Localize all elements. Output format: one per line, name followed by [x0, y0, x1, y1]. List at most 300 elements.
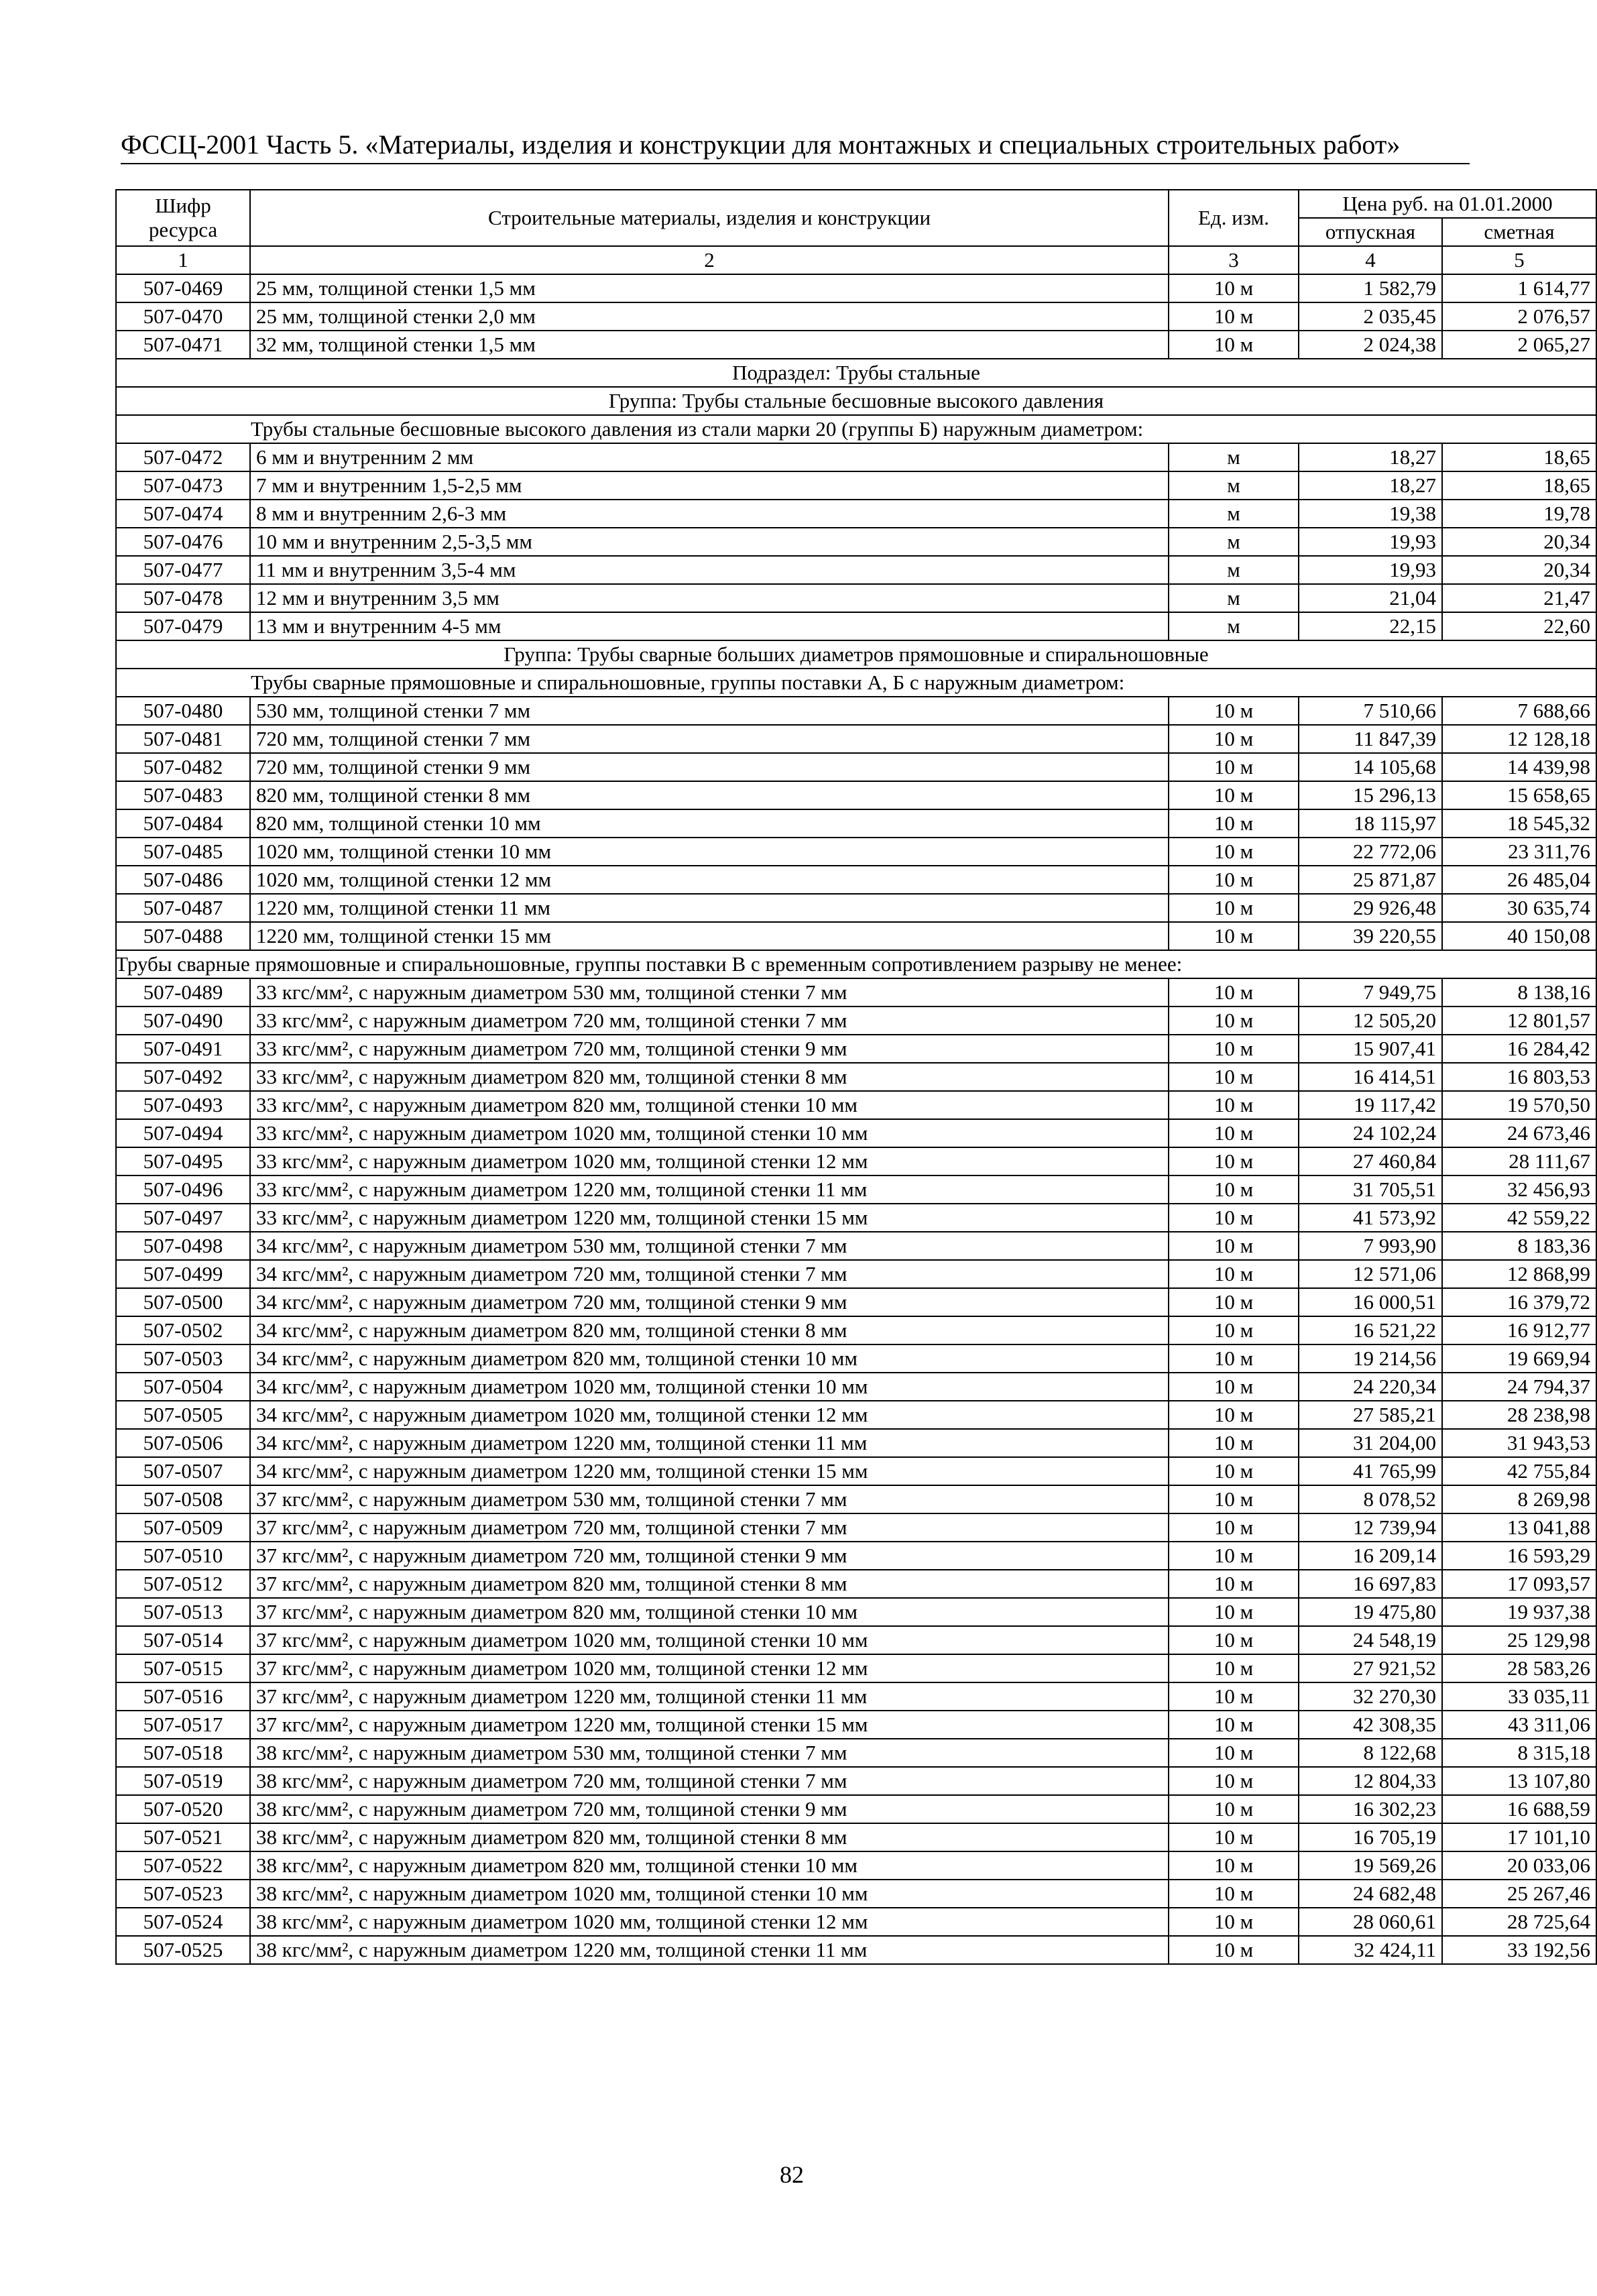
- estimate-price: 25 129,98: [1442, 1626, 1596, 1654]
- release-price: 18 115,97: [1299, 809, 1442, 838]
- item-name: 33 кгс/мм², с наружным диаметром 1220 мм, толщиной стенки 11 мм: [250, 1175, 1169, 1204]
- release-price: 16 000,51: [1299, 1288, 1442, 1316]
- resource-code: 507-0506: [116, 1429, 250, 1457]
- estimate-price: 28 583,26: [1442, 1654, 1596, 1682]
- unit-of-measure: 10 м: [1169, 753, 1299, 781]
- estimate-price: 19 669,94: [1442, 1344, 1596, 1373]
- table-row: [116, 443, 1596, 471]
- table-row: [116, 1429, 1596, 1457]
- item-name: 34 кгс/мм², с наружным диаметром 1220 мм, толщиной стенки 11 мм: [250, 1429, 1169, 1457]
- item-name: 33 кгс/мм², с наружным диаметром 720 мм, толщиной стенки 9 мм: [250, 1035, 1169, 1063]
- item-name: 37 кгс/мм², с наружным диаметром 530 мм, толщиной стенки 7 мм: [250, 1485, 1169, 1513]
- table-row: [116, 1288, 1596, 1316]
- resource-code: 507-0485: [116, 838, 250, 866]
- table-row: [116, 556, 1596, 584]
- unit-of-measure: 10 м: [1169, 725, 1299, 753]
- resource-code: 507-0507: [116, 1457, 250, 1485]
- group-title: Группа: Трубы сварные больших диаметров прямошовные и спиральношовные: [116, 640, 1596, 669]
- item-name: 720 мм, толщиной стенки 7 мм: [250, 725, 1169, 753]
- resource-code: 507-0476: [116, 528, 250, 556]
- table-row: [116, 1007, 1596, 1035]
- item-name: 33 кгс/мм², с наружным диаметром 1020 мм, толщиной стенки 12 мм: [250, 1147, 1169, 1175]
- estimate-price: 28 238,98: [1442, 1401, 1596, 1429]
- unit-of-measure: 10 м: [1169, 838, 1299, 866]
- resource-code: 507-0523: [116, 1880, 250, 1908]
- table-row: [116, 1908, 1596, 1936]
- release-price: 31 705,51: [1299, 1175, 1442, 1204]
- release-price: 19 214,56: [1299, 1344, 1442, 1373]
- subsection-title: Подраздел: Трубы стальные: [116, 359, 1596, 387]
- table-row: [116, 809, 1596, 838]
- estimate-price: 18 545,32: [1442, 809, 1596, 838]
- estimate-price: 19 570,50: [1442, 1091, 1596, 1119]
- resource-code: 507-0510: [116, 1542, 250, 1570]
- group2-subintro: [116, 950, 1596, 978]
- estimate-price: 12 868,99: [1442, 1260, 1596, 1288]
- table-row: [116, 1485, 1596, 1513]
- release-price: 19,93: [1299, 528, 1442, 556]
- item-name: 34 кгс/мм², с наружным диаметром 820 мм, толщиной стенки 10 мм: [250, 1344, 1169, 1373]
- item-name: 34 кгс/мм², с наружным диаметром 1220 мм, толщиной стенки 15 мм: [250, 1457, 1169, 1485]
- resource-code: 507-0522: [116, 1851, 250, 1880]
- estimate-price: 16 688,59: [1442, 1795, 1596, 1823]
- table-row: [116, 584, 1596, 612]
- table-row: [116, 612, 1596, 640]
- estimate-price: 16 284,42: [1442, 1035, 1596, 1063]
- release-price: 19,93: [1299, 556, 1442, 584]
- resource-code: 507-0482: [116, 753, 250, 781]
- estimate-price: 12 128,18: [1442, 725, 1596, 753]
- table-row: [116, 302, 1596, 331]
- item-name: 38 кгс/мм², с наружным диаметром 820 мм, толщиной стенки 8 мм: [250, 1823, 1169, 1851]
- item-name: 38 кгс/мм², с наружным диаметром 720 мм, толщиной стенки 7 мм: [250, 1767, 1169, 1795]
- column-number: 2: [250, 246, 1169, 274]
- resource-code: 507-0525: [116, 1936, 250, 1964]
- resource-code: 507-0483: [116, 781, 250, 809]
- resource-code: 507-0489: [116, 978, 250, 1007]
- unit-of-measure: 10 м: [1169, 1711, 1299, 1739]
- estimate-price: 8 315,18: [1442, 1739, 1596, 1767]
- item-name: 37 кгс/мм², с наружным диаметром 1020 мм, толщиной стенки 10 мм: [250, 1626, 1169, 1654]
- item-name: 820 мм, толщиной стенки 8 мм: [250, 781, 1169, 809]
- estimate-price: 8 183,36: [1442, 1232, 1596, 1260]
- item-name: 13 мм и внутренним 4-5 мм: [250, 612, 1169, 640]
- table-row: [116, 753, 1596, 781]
- resource-code: 507-0517: [116, 1711, 250, 1739]
- table-row: [116, 1851, 1596, 1880]
- resource-code: 507-0472: [116, 443, 250, 471]
- column-number: 4: [1299, 246, 1442, 274]
- release-price: 16 209,14: [1299, 1542, 1442, 1570]
- table-row: [116, 866, 1596, 894]
- estimate-price: 28 111,67: [1442, 1147, 1596, 1175]
- unit-of-measure: 10 м: [1169, 1682, 1299, 1711]
- estimate-price: 13 041,88: [1442, 1513, 1596, 1542]
- unit-of-measure: 10 м: [1169, 1091, 1299, 1119]
- release-price: 19 475,80: [1299, 1598, 1442, 1626]
- item-name: 38 кгс/мм², с наружным диаметром 530 мм, толщиной стенки 7 мм: [250, 1739, 1169, 1767]
- estimate-price: 2 065,27: [1442, 331, 1596, 359]
- resource-code: 507-0519: [116, 1767, 250, 1795]
- table-row: [116, 725, 1596, 753]
- table-row: [116, 1626, 1596, 1654]
- estimate-price: 33 192,56: [1442, 1936, 1596, 1964]
- item-name: 11 мм и внутренним 3,5-4 мм: [250, 556, 1169, 584]
- unit-of-measure: 10 м: [1169, 1035, 1299, 1063]
- resource-code: 507-0480: [116, 697, 250, 725]
- unit-of-measure: 10 м: [1169, 1908, 1299, 1936]
- release-price: 8 122,68: [1299, 1739, 1442, 1767]
- item-name: 25 мм, толщиной стенки 2,0 мм: [250, 302, 1169, 331]
- item-name: 32 мм, толщиной стенки 1,5 мм: [250, 331, 1169, 359]
- header-price: Цена руб. на 01.01.2000: [1299, 190, 1596, 218]
- release-price: 12 505,20: [1299, 1007, 1442, 1035]
- unit-of-measure: 10 м: [1169, 1204, 1299, 1232]
- resource-code: 507-0495: [116, 1147, 250, 1175]
- estimate-price: 24 794,37: [1442, 1373, 1596, 1401]
- resource-code: 507-0505: [116, 1401, 250, 1429]
- header-release: отпускная: [1299, 218, 1442, 246]
- unit-of-measure: 10 м: [1169, 1542, 1299, 1570]
- estimate-price: 19,78: [1442, 500, 1596, 528]
- release-price: 12 739,94: [1299, 1513, 1442, 1542]
- item-name: 6 мм и внутренним 2 мм: [250, 443, 1169, 471]
- item-name: 34 кгс/мм², с наружным диаметром 530 мм, толщиной стенки 7 мм: [250, 1232, 1169, 1260]
- table-row: [116, 1654, 1596, 1682]
- estimate-price: 18,65: [1442, 471, 1596, 500]
- release-price: 24 682,48: [1299, 1880, 1442, 1908]
- item-name: 12 мм и внутренним 3,5 мм: [250, 584, 1169, 612]
- resource-code: 507-0487: [116, 894, 250, 922]
- resource-code: 507-0474: [116, 500, 250, 528]
- table-row: [116, 1316, 1596, 1344]
- unit-of-measure: 10 м: [1169, 978, 1299, 1007]
- unit-of-measure: 10 м: [1169, 1795, 1299, 1823]
- estimate-price: 12 801,57: [1442, 1007, 1596, 1035]
- item-name: 38 кгс/мм², с наружным диаметром 720 мм, толщиной стенки 9 мм: [250, 1795, 1169, 1823]
- release-price: 12 804,33: [1299, 1767, 1442, 1795]
- resource-code: 507-0494: [116, 1119, 250, 1147]
- unit-of-measure: 10 м: [1169, 1344, 1299, 1373]
- unit-of-measure: 10 м: [1169, 1457, 1299, 1485]
- unit-of-measure: 10 м: [1169, 1316, 1299, 1344]
- estimate-price: 22,60: [1442, 612, 1596, 640]
- table-row: [116, 1682, 1596, 1711]
- table-row: [116, 500, 1596, 528]
- column-number: 5: [1442, 246, 1596, 274]
- resource-code: 507-0520: [116, 1795, 250, 1823]
- unit-of-measure: 10 м: [1169, 1232, 1299, 1260]
- unit-of-measure: м: [1169, 612, 1299, 640]
- unit-of-measure: м: [1169, 584, 1299, 612]
- table-row: [116, 922, 1596, 950]
- table-row: [116, 1457, 1596, 1485]
- resource-code: 507-0484: [116, 809, 250, 838]
- table-row: [116, 1260, 1596, 1288]
- item-name: 1220 мм, толщиной стенки 11 мм: [250, 894, 1169, 922]
- group-title: Группа: Трубы стальные бесшовные высокого давления: [116, 387, 1596, 415]
- estimate-price: 17 093,57: [1442, 1570, 1596, 1598]
- release-price: 1 582,79: [1299, 274, 1442, 302]
- subsection: [116, 359, 1596, 443]
- table-body-top: [116, 274, 1596, 359]
- table-row: [116, 1767, 1596, 1795]
- release-price: 11 847,39: [1299, 725, 1442, 753]
- unit-of-measure: 10 м: [1169, 1175, 1299, 1204]
- unit-of-measure: 10 м: [1169, 1429, 1299, 1457]
- item-name: 34 кгс/мм², с наружным диаметром 720 мм, толщиной стенки 9 мм: [250, 1288, 1169, 1316]
- estimate-price: 42 559,22: [1442, 1204, 1596, 1232]
- unit-of-measure: 10 м: [1169, 1513, 1299, 1542]
- estimate-price: 33 035,11: [1442, 1682, 1596, 1711]
- unit-of-measure: 10 м: [1169, 1767, 1299, 1795]
- header-name: Строительные материалы, изделия и конструкции: [250, 190, 1169, 246]
- resource-code: 507-0509: [116, 1513, 250, 1542]
- unit-of-measure: 10 м: [1169, 1373, 1299, 1401]
- release-price: 32 424,11: [1299, 1936, 1442, 1964]
- estimate-price: 14 439,98: [1442, 753, 1596, 781]
- resource-code: 507-0497: [116, 1204, 250, 1232]
- release-price: 15 907,41: [1299, 1035, 1442, 1063]
- release-price: 19 117,42: [1299, 1091, 1442, 1119]
- resource-code: 507-0504: [116, 1373, 250, 1401]
- release-price: 19,38: [1299, 500, 1442, 528]
- resource-code: 507-0503: [116, 1344, 250, 1373]
- resource-code: 507-0521: [116, 1823, 250, 1851]
- unit-of-measure: 10 м: [1169, 894, 1299, 922]
- release-price: 12 571,06: [1299, 1260, 1442, 1288]
- unit-of-measure: м: [1169, 500, 1299, 528]
- resource-code: 507-0508: [116, 1485, 250, 1513]
- release-price: 24 102,24: [1299, 1119, 1442, 1147]
- unit-of-measure: 10 м: [1169, 809, 1299, 838]
- item-name: 37 кгс/мм², с наружным диаметром 1020 мм, толщиной стенки 12 мм: [250, 1654, 1169, 1682]
- item-name: 38 кгс/мм², с наружным диаметром 1020 мм, толщиной стенки 10 мм: [250, 1880, 1169, 1908]
- header-code: Шифр ресурса: [116, 190, 250, 246]
- resource-code: 507-0516: [116, 1682, 250, 1711]
- item-name: 33 кгс/мм², с наружным диаметром 1220 мм, толщиной стенки 15 мм: [250, 1204, 1169, 1232]
- estimate-price: 18,65: [1442, 443, 1596, 471]
- column-number: 3: [1169, 246, 1299, 274]
- table-row: [116, 697, 1596, 725]
- unit-of-measure: 10 м: [1169, 1851, 1299, 1880]
- unit-of-measure: 10 м: [1169, 1147, 1299, 1175]
- table-row: [116, 1401, 1596, 1429]
- release-price: 14 105,68: [1299, 753, 1442, 781]
- release-price: 42 308,35: [1299, 1711, 1442, 1739]
- estimate-price: 16 593,29: [1442, 1542, 1596, 1570]
- estimate-price: 25 267,46: [1442, 1880, 1596, 1908]
- estimate-price: 31 943,53: [1442, 1429, 1596, 1457]
- item-name: 38 кгс/мм², с наружным диаметром 820 мм, толщиной стенки 10 мм: [250, 1851, 1169, 1880]
- release-price: 2 024,38: [1299, 331, 1442, 359]
- resource-code: 507-0513: [116, 1598, 250, 1626]
- resource-code: 507-0512: [116, 1570, 250, 1598]
- estimate-price: 30 635,74: [1442, 894, 1596, 922]
- item-name: 34 кгс/мм², с наружным диаметром 1020 мм, толщиной стенки 12 мм: [250, 1401, 1169, 1429]
- estimate-price: 8 138,16: [1442, 978, 1596, 1007]
- resource-code: 507-0478: [116, 584, 250, 612]
- estimate-price: 32 456,93: [1442, 1175, 1596, 1204]
- release-price: 41 573,92: [1299, 1204, 1442, 1232]
- item-name: 33 кгс/мм², с наружным диаметром 820 мм, толщиной стенки 10 мм: [250, 1091, 1169, 1119]
- unit-of-measure: м: [1169, 471, 1299, 500]
- release-price: 22 772,06: [1299, 838, 1442, 866]
- item-name: 1020 мм, толщиной стенки 12 мм: [250, 866, 1169, 894]
- table-row: [116, 1936, 1596, 1964]
- release-price: 16 697,83: [1299, 1570, 1442, 1598]
- release-price: 18,27: [1299, 471, 1442, 500]
- release-price: 29 926,48: [1299, 894, 1442, 922]
- item-name: 38 кгс/мм², с наружным диаметром 1220 мм, толщиной стенки 11 мм: [250, 1936, 1169, 1964]
- release-price: 41 765,99: [1299, 1457, 1442, 1485]
- estimate-price: 2 076,57: [1442, 302, 1596, 331]
- table-row: [116, 894, 1596, 922]
- release-price: 19 569,26: [1299, 1851, 1442, 1880]
- release-price: 22,15: [1299, 612, 1442, 640]
- item-name: 37 кгс/мм², с наружным диаметром 1220 мм, толщиной стенки 15 мм: [250, 1711, 1169, 1739]
- estimate-price: 1 614,77: [1442, 274, 1596, 302]
- table-body-group2-b: [116, 978, 1596, 1964]
- resource-code: 507-0491: [116, 1035, 250, 1063]
- resource-code: 507-0498: [116, 1232, 250, 1260]
- item-name: 530 мм, толщиной стенки 7 мм: [250, 697, 1169, 725]
- resource-code: 507-0486: [116, 866, 250, 894]
- resource-code: 507-0471: [116, 331, 250, 359]
- release-price: 16 521,22: [1299, 1316, 1442, 1344]
- release-price: 25 871,87: [1299, 866, 1442, 894]
- estimate-price: 13 107,80: [1442, 1767, 1596, 1795]
- resource-code: 507-0477: [116, 556, 250, 584]
- item-name: 38 кгс/мм², с наружным диаметром 1020 мм, толщиной стенки 12 мм: [250, 1908, 1169, 1936]
- estimate-price: 23 311,76: [1442, 838, 1596, 866]
- table-row: [116, 781, 1596, 809]
- unit-of-measure: 10 м: [1169, 1485, 1299, 1513]
- estimate-price: 16 912,77: [1442, 1316, 1596, 1344]
- table-row: [116, 1598, 1596, 1626]
- unit-of-measure: 10 м: [1169, 1007, 1299, 1035]
- unit-of-measure: 10 м: [1169, 1260, 1299, 1288]
- unit-of-measure: 10 м: [1169, 1739, 1299, 1767]
- resource-code: 507-0524: [116, 1908, 250, 1936]
- table-row: [116, 471, 1596, 500]
- unit-of-measure: м: [1169, 443, 1299, 471]
- release-price: 2 035,45: [1299, 302, 1442, 331]
- unit-of-measure: 10 м: [1169, 1654, 1299, 1682]
- release-price: 32 270,30: [1299, 1682, 1442, 1711]
- group-intro: Трубы сварные прямошовные и спиральношовные, группы поставки В с временным сопротивлением разрыву не менее:: [116, 950, 1596, 978]
- unit-of-measure: м: [1169, 528, 1299, 556]
- release-price: 21,04: [1299, 584, 1442, 612]
- header-unit: Ед. изм.: [1169, 190, 1299, 246]
- unit-of-measure: 10 м: [1169, 922, 1299, 950]
- item-name: 33 кгс/мм², с наружным диаметром 530 мм, толщиной стенки 7 мм: [250, 978, 1169, 1007]
- table-row: [116, 978, 1596, 1007]
- resource-code: 507-0518: [116, 1739, 250, 1767]
- resource-code: 507-0515: [116, 1654, 250, 1682]
- item-name: 37 кгс/мм², с наружным диаметром 820 мм, толщиной стенки 10 мм: [250, 1598, 1169, 1626]
- unit-of-measure: 10 м: [1169, 697, 1299, 725]
- release-price: 7 510,66: [1299, 697, 1442, 725]
- page-number: 82: [780, 2161, 804, 2188]
- release-price: 24 220,34: [1299, 1373, 1442, 1401]
- item-name: 37 кгс/мм², с наружным диаметром 720 мм, толщиной стенки 9 мм: [250, 1542, 1169, 1570]
- item-name: 10 мм и внутренним 2,5-3,5 мм: [250, 528, 1169, 556]
- release-price: 7 949,75: [1299, 978, 1442, 1007]
- unit-of-measure: 10 м: [1169, 1880, 1299, 1908]
- release-price: 24 548,19: [1299, 1626, 1442, 1654]
- release-price: 16 705,19: [1299, 1823, 1442, 1851]
- column-number: 1: [116, 246, 250, 274]
- table-row: [116, 1147, 1596, 1175]
- estimate-price: 40 150,08: [1442, 922, 1596, 950]
- resource-code: 507-0499: [116, 1260, 250, 1288]
- item-name: 1020 мм, толщиной стенки 10 мм: [250, 838, 1169, 866]
- table-row: [116, 1823, 1596, 1851]
- resource-code: 507-0481: [116, 725, 250, 753]
- table-header: [116, 190, 1596, 274]
- release-price: 28 060,61: [1299, 1908, 1442, 1936]
- table-row: [116, 1344, 1596, 1373]
- unit-of-measure: 10 м: [1169, 1823, 1299, 1851]
- page-header: ФССЦ-2001 Часть 5. «Материалы, изделия и конструкции для монтажных и специальных строительных работ»: [121, 129, 1470, 164]
- release-price: 39 220,55: [1299, 922, 1442, 950]
- header-estimate: сметная: [1442, 218, 1596, 246]
- table-row: [116, 1739, 1596, 1767]
- release-price: 16 302,23: [1299, 1795, 1442, 1823]
- resource-code: 507-0490: [116, 1007, 250, 1035]
- release-price: 27 585,21: [1299, 1401, 1442, 1429]
- table-row: [116, 528, 1596, 556]
- estimate-price: 28 725,64: [1442, 1908, 1596, 1936]
- item-name: 33 кгс/мм², с наружным диаметром 720 мм, толщиной стенки 7 мм: [250, 1007, 1169, 1035]
- unit-of-measure: 10 м: [1169, 781, 1299, 809]
- table-row: [116, 274, 1596, 302]
- item-name: 1220 мм, толщиной стенки 15 мм: [250, 922, 1169, 950]
- resource-code: 507-0502: [116, 1316, 250, 1344]
- estimate-price: 17 101,10: [1442, 1823, 1596, 1851]
- item-name: 34 кгс/мм², с наружным диаметром 1020 мм, толщиной стенки 10 мм: [250, 1373, 1169, 1401]
- release-price: 8 078,52: [1299, 1485, 1442, 1513]
- resource-code: 507-0493: [116, 1091, 250, 1119]
- unit-of-measure: 10 м: [1169, 1288, 1299, 1316]
- item-name: 33 кгс/мм², с наружным диаметром 1020 мм, толщиной стенки 10 мм: [250, 1119, 1169, 1147]
- table-row: [116, 1373, 1596, 1401]
- resource-code: 507-0470: [116, 302, 250, 331]
- unit-of-measure: 10 м: [1169, 1119, 1299, 1147]
- release-price: 7 993,90: [1299, 1232, 1442, 1260]
- resource-code: 507-0496: [116, 1175, 250, 1204]
- group-intro: Трубы стальные бесшовные высокого давления из стали марки 20 (группы Б) наружным диаметром:: [116, 415, 1596, 443]
- estimate-price: 24 673,46: [1442, 1119, 1596, 1147]
- group-intro: Трубы сварные прямошовные и спиральношовные, группы поставки А, Б с наружным диаметром:: [116, 669, 1596, 697]
- estimate-price: 20,34: [1442, 556, 1596, 584]
- item-name: 25 мм, толщиной стенки 1,5 мм: [250, 274, 1169, 302]
- table-row: [116, 838, 1596, 866]
- item-name: 34 кгс/мм², с наружным диаметром 820 мм, толщиной стенки 8 мм: [250, 1316, 1169, 1344]
- resource-code: 507-0479: [116, 612, 250, 640]
- release-price: 15 296,13: [1299, 781, 1442, 809]
- table-body-group2: [116, 697, 1596, 950]
- estimate-price: 26 485,04: [1442, 866, 1596, 894]
- resource-code: 507-0492: [116, 1063, 250, 1091]
- estimate-price: 21,47: [1442, 584, 1596, 612]
- table-row: [116, 331, 1596, 359]
- estimate-price: 16 379,72: [1442, 1288, 1596, 1316]
- table-row: [116, 1232, 1596, 1260]
- unit-of-measure: 10 м: [1169, 1936, 1299, 1964]
- resource-code: 507-0500: [116, 1288, 250, 1316]
